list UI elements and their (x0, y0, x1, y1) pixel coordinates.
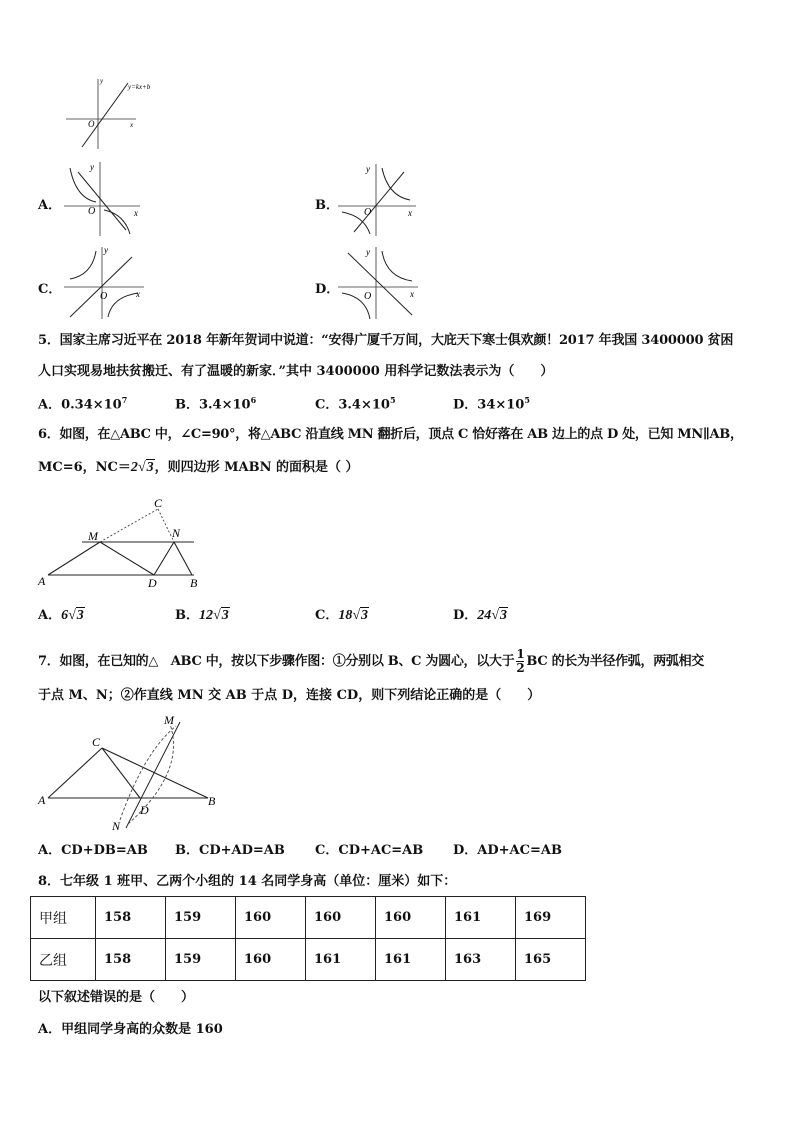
q6-fig-a: A (38, 574, 46, 588)
table-cell: 159 (166, 939, 236, 981)
table-cell-group: 甲组 (31, 897, 96, 939)
q6-fig-c: C (154, 496, 163, 510)
q7-fig-d: D (140, 803, 149, 817)
table-cell: 158 (96, 939, 166, 981)
table-cell-group: 乙组 (31, 939, 96, 981)
q6-fig-m: M (88, 529, 98, 543)
q6-option-b[interactable]: B．12√3 (175, 608, 229, 623)
table-row (31, 897, 586, 939)
q6-nc-value: 2√3 (130, 460, 154, 475)
q4-main-y-label: y (100, 77, 104, 85)
q4-option-b-graph[interactable] (336, 162, 418, 238)
table-cell: 159 (166, 897, 236, 939)
q7-stem-line2: 于点 M、N；②作直线 MN 交 AB 于点 D，连接 CD，则下列结论正确的是（ ） (38, 688, 541, 703)
table-cell: 165 (516, 939, 586, 981)
q7-option-d[interactable]: D．AD+AC=AB (453, 843, 562, 858)
q4-main-origin-label: O (88, 119, 95, 129)
q5-option-b[interactable]: B．$3.4\times 10^6$ (175, 395, 257, 413)
q6-option-a[interactable]: A．6√3 (38, 608, 84, 623)
q7-figure (36, 712, 226, 834)
q6-option-c[interactable]: C．18√3 (315, 608, 369, 623)
q8-height-table (30, 896, 586, 981)
q4-main-graph (62, 75, 172, 155)
q7-fig-n: N (112, 819, 121, 833)
q7-fraction: $\frac{1}{2}$ (516, 647, 525, 675)
table-cell: 160 (236, 897, 306, 939)
q7-option-b[interactable]: B．CD+AD=AB (175, 843, 285, 858)
q6-fig-b: B (190, 576, 198, 590)
q4-a-x-label: x (134, 208, 138, 218)
q4-main-x-label: x (130, 121, 134, 129)
table-cell: 160 (376, 897, 446, 939)
q4-d-x-label: x (410, 289, 414, 299)
q4-option-a-letter[interactable]: A． (38, 198, 62, 213)
table-cell: 163 (446, 939, 516, 981)
q4-b-origin-label: O (364, 207, 372, 218)
q7-fig-c: C (92, 735, 101, 749)
q5-option-a[interactable]: A．$0.34\times 10^7$ (38, 395, 128, 413)
q6-stem-line1: 6．如图，在△ABC 中，∠C=90°，将△ABC 沿直线 MN 翻折后，顶点 C 恰好落在 AB 边上的点 D 处，已知 MN∥AB， (38, 427, 743, 442)
q8-option-a[interactable]: A．甲组同学身高的众数是 160 (38, 1022, 223, 1037)
q4-option-b-letter[interactable]: B． (315, 198, 339, 213)
q8-question: 以下叙述错误的是（ ） (38, 990, 195, 1005)
q4-c-y-label: y (104, 245, 108, 255)
q4-option-c-letter[interactable]: C． (38, 282, 62, 297)
q4-c-x-label: x (136, 289, 140, 299)
table-cell: 161 (446, 897, 516, 939)
table-row (31, 939, 586, 981)
table-cell: 161 (306, 939, 376, 981)
table-cell: 160 (236, 939, 306, 981)
table-cell: 160 (306, 897, 376, 939)
q6-fig-n: N (172, 526, 181, 540)
q6-fig-d: D (148, 576, 157, 590)
q4-option-d-graph[interactable] (336, 245, 420, 321)
q4-d-y-label: y (366, 247, 370, 257)
q4-option-c-graph[interactable] (62, 245, 146, 321)
q4-a-origin-label: O (88, 206, 96, 217)
q4-c-origin-label: O (100, 291, 108, 302)
q8-stem: 8．七年级 1 班甲、乙两个小组的 14 名同学身高（单位：厘米）如下： (38, 874, 457, 889)
q5-option-d[interactable]: D．$34\times 10^5$ (453, 395, 530, 413)
q6-figure (36, 495, 206, 593)
q5-stem-line2: 人口实现易地扶贫搬迁、有了温暖的新家．”其中 3400000 用科学记数法表示为（ ） (38, 364, 554, 379)
q7-fig-b: B (208, 794, 216, 808)
q6-stem-line2: MC=6，NC＝2√3，则四边形 MABN 的面积是（ ） (38, 460, 359, 475)
q4-b-y-label: y (366, 164, 370, 174)
q7-stem-line1: 7．如图，在已知的△ ABC 中，按以下步骤作图：①分别以 B、C 为圆心，以大于 $\frac{1}{2}$ BC 的长为半径作弧，两弧相交 (38, 647, 704, 675)
q7-option-c[interactable]: C．CD+AC=AB (315, 843, 424, 858)
q7-fig-a: A (38, 793, 46, 807)
q6-option-d[interactable]: D．24√3 (453, 608, 507, 623)
q4-d-origin-label: O (364, 291, 372, 302)
q5-stem-line1: 5．国家主席习近平在 2018 年新年贺词中说道：“安得广厦千万间，大庇天下寒士俱欢颜！2017 年我国 3400000 贫困 (38, 333, 734, 348)
q7-fig-m: M (164, 713, 174, 727)
table-cell: 161 (376, 939, 446, 981)
table-cell: 169 (516, 897, 586, 939)
table-cell: 158 (96, 897, 166, 939)
q4-b-x-label: x (408, 208, 412, 218)
q7-option-a[interactable]: A．CD+DB=AB (38, 843, 148, 858)
q4-option-a-graph[interactable] (62, 160, 142, 238)
q4-option-d-letter[interactable]: D． (315, 282, 340, 297)
q5-option-c[interactable]: C．$3.4\times 10^5$ (315, 395, 396, 413)
q4-a-y-label: y (90, 162, 94, 172)
q4-main-line-label: y=kx+b (128, 83, 151, 91)
